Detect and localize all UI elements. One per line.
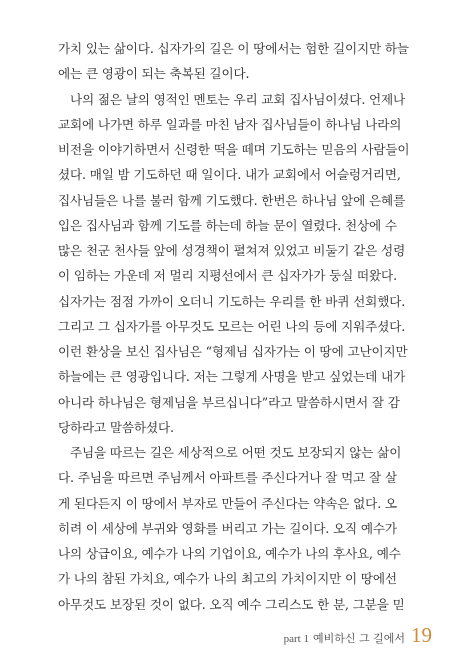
text-line: 나의 상급이요, 예수가 나의 기업이요, 예수가 나의 후사요, 예수 xyxy=(58,546,401,561)
text-line: 나의 젊은 날의 영적인 멘토는 우리 교회 집사님이셨다. 언제나 xyxy=(70,91,406,107)
text-line: 십자가는 점점 가까이 오더니 기도하는 우리를 한 바퀴 선회했다. xyxy=(58,293,406,309)
text-line: 그리고 그 십자가를 아무것도 모르는 어린 나의 등에 지워주셨다. xyxy=(58,318,406,334)
text-line: 히려 이 세상에 부귀와 영화를 버리고 가는 길이다. 오직 예수가 xyxy=(58,520,397,536)
text-line: 교회에 나가면 하루 일과를 마친 남자 집사님들이 하나님 나라의 xyxy=(58,116,402,132)
page-number: 19 xyxy=(411,623,432,647)
part-label: part 1 xyxy=(283,633,309,645)
text-line: 에는 큰 영광이 되는 축복된 길이다. xyxy=(58,66,250,82)
text-line: 많은 천군 천사들 앞에 성경책이 펼쳐져 있었고 비둘기 같은 성령 xyxy=(58,243,406,258)
chapter-title: 예비하신 그 길에서 xyxy=(312,632,405,645)
text-line: 셨다. 매일 밤 기도하던 때 일이다. 내가 교회에서 어슬렁거리면, xyxy=(58,167,401,183)
text-line: 가치 있는 삶이다. 십자가의 길은 이 땅에서는 험한 길이지만 하늘 xyxy=(58,41,409,56)
text-line: 하늘에는 큰 영광입니다. 저는 그렇게 사명을 받고 싶었는데 내가 xyxy=(58,369,406,385)
text-line: 비전을 이야기하면서 신령한 떡을 떼며 기도하는 믿음의 사람들이 xyxy=(58,142,410,157)
text-line: 가 나의 참된 가치요, 예수가 나의 최고의 가치이지만 이 땅에선 xyxy=(58,571,397,587)
text-line: 아니라 하나님은 형제님을 부르십니다”라고 말씀하시면서 잘 감 xyxy=(58,394,400,410)
page-footer xyxy=(284,623,432,648)
text-line: 아무것도 보장된 것이 없다. 오직 예수 그리스도 한 분, 그분을 믿 xyxy=(58,596,405,612)
text-line: 다. 주님을 따르면 주님께서 아파트를 주신다거나 잘 먹고 잘 살 xyxy=(58,470,397,486)
text-line: 이 임하는 가운데 저 멀리 지평선에서 큰 십자가가 둥실 떠왔다. xyxy=(58,268,397,284)
text-line: 집사님들은 나를 불러 함께 기도했다. 한번은 하나님 앞에 은혜를 xyxy=(58,192,406,208)
text-line: 입은 집사님과 함께 기도를 하는데 하늘 문이 열렸다. 천상에 수 xyxy=(58,217,397,233)
text-line: 게 된다든지 이 땅에서 부자로 만들어 주신다는 약속은 없다. 오 xyxy=(58,495,397,511)
text-line: 주님을 따르는 길은 세상적으로 어떤 것도 보장되지 않는 삶이 xyxy=(70,445,402,460)
text-line: 이런 환상을 보신 집사님은 “형제님 십자가는 이 땅에 고난이지만 xyxy=(58,344,408,359)
body-text xyxy=(58,36,418,617)
text-line: 당하라고 말씀하셨다. xyxy=(58,419,174,435)
